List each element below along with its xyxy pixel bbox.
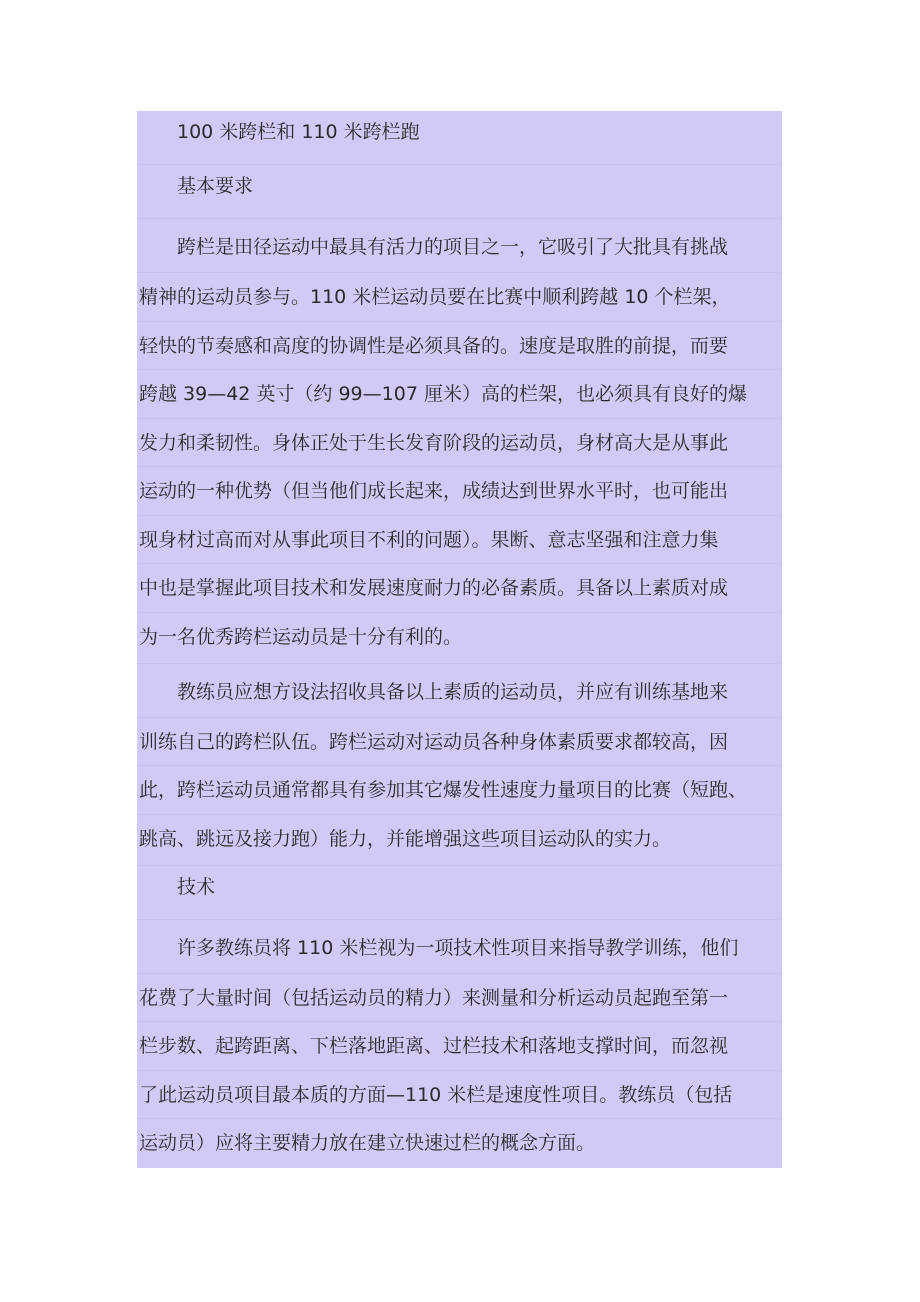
paragraph-line: 许多教练员将 110 米栏视为一项技术性项目来指导教学训练，他们 — [137, 920, 782, 974]
paragraph-line: 精神的运动员参与。110 米栏运动员要在比赛中顺利跨越 10 个栏架， — [137, 273, 782, 322]
paragraph-line: 教练员应想方设法招收具备以上素质的运动员，并应有训练基地来 — [137, 664, 782, 718]
paragraph-line: 了此运动员项目最本质的方面—110 米栏是速度性项目。教练员（包括 — [137, 1071, 782, 1120]
document-page — [137, 111, 782, 1168]
paragraph-line: 运动员）应将主要精力放在建立快速过栏的概念方面。 — [139, 1132, 596, 1154]
paragraph-line: 跨越 39—42 英寸（约 99—107 厘米）高的栏架，也必须具有良好的爆 — [137, 370, 782, 419]
paragraph-line: 此，跨栏运动员通常都具有参加其它爆发性速度力量项目的比赛（短跑、 — [137, 766, 782, 815]
paragraph-line: 花费了大量时间（包括运动员的精力）来测量和分析运动员起跑至第一 — [137, 974, 782, 1023]
paragraph-line: 现身材过高而对从事此项目不利的问题）。果断、意志坚强和注意力集 — [137, 516, 782, 565]
document-title: 100 米跨栏和 110 米跨栏跑 — [137, 111, 782, 165]
section-heading-technique: 技术 — [137, 866, 782, 920]
paragraph-line: 轻快的节奏感和高度的协调性是必须具备的。速度是取胜的前提，而要 — [137, 322, 782, 371]
paragraph-line: 发力和柔韧性。身体正处于生长发育阶段的运动员，身材高大是从事此 — [137, 419, 782, 468]
paragraph-line: 跳高、跳远及接力跑）能力，并能增强这些项目运动队的实力。 — [137, 815, 782, 866]
paragraph-line: 为一名优秀跨栏运动员是十分有利的。 — [137, 613, 782, 664]
paragraph-line: 栏步数、起跨距离、下栏落地距离、过栏技术和落地支撑时间，而忽视 — [137, 1022, 782, 1071]
paragraph-line: 训练自己的跨栏队伍。跨栏运动对运动员各种身体素质要求都较高，因 — [137, 718, 782, 767]
paragraph-line: 中也是掌握此项目技术和发展速度耐力的必备素质。具备以上素质对成 — [137, 564, 782, 613]
paragraph-line: 运动的一种优势（但当他们成长起来，成绩达到世界水平时，也可能出 — [137, 467, 782, 516]
paragraph-line: 跨栏是田径运动中最具有活力的项目之一，它吸引了大批具有挑战 — [137, 219, 782, 273]
section-heading-basic-requirements: 基本要求 — [137, 165, 782, 219]
